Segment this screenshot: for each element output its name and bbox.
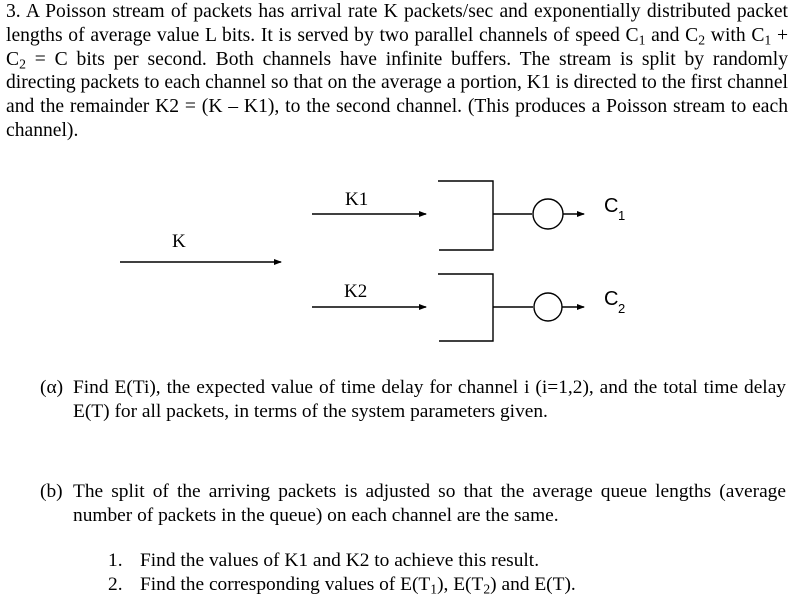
part-a-text: Find E(Ti), the expected value of time delay for channel i (i=1,2), and the total time delay E(T) for all packets, in terms of the system parameters given. — [73, 377, 786, 422]
problem-statement — [6, 0, 788, 143]
problem-intro-text: with C — [705, 24, 765, 46]
problem-intro-text: = C bits per second. Both channels have infinite buffers. The stream is split by randomly directing packets to each channel so that on the average a portion, K1 is directed to the first channel and the remainder K2 = (K – K1), to the second channel. (This produces a Poisson stream to each channel). — [6, 48, 788, 141]
problem-intro-text: + C — [6, 24, 789, 70]
part-a — [40, 376, 788, 426]
queue-split-diagram — [0, 160, 798, 370]
subscript: 1 — [764, 32, 772, 48]
branch-label-k2: K2 — [344, 281, 368, 302]
list-item-number: 1. — [108, 550, 123, 571]
list-item-text: ) and E(T). — [490, 574, 576, 595]
input-rate-label: K — [172, 231, 186, 252]
server-1-label: C — [604, 195, 619, 217]
subscript: 2 — [483, 581, 491, 597]
branch-label-k1: K1 — [345, 189, 369, 210]
problem-intro-text: A Poisson stream of packets has arrival rate K packets/sec and exponentially distributed packet lengths of average value L bits. It is served by two parallel channels of speed C — [6, 1, 788, 46]
server-1-subscript: 1 — [618, 208, 626, 223]
list-item-text: Find the corresponding values of E(T — [140, 574, 431, 595]
part-a-marker: (α) — [40, 377, 64, 398]
list-item — [108, 549, 539, 573]
server-1-circle — [533, 199, 563, 229]
subscript: 1 — [430, 581, 438, 597]
subscript: 2 — [698, 32, 706, 48]
part-b-text: The split of the arriving packets is adjusted so that the average queue lengths (average number of packets in the queue) on each channel are the same. — [73, 481, 786, 526]
subscript: 2 — [19, 56, 26, 72]
list-item-text: ), E(T — [437, 574, 484, 595]
problem-number: 3. — [6, 1, 21, 22]
list-item — [108, 573, 576, 597]
queue-buffer-1 — [438, 181, 493, 250]
problem-intro-text: and C — [645, 24, 699, 46]
part-b — [40, 480, 788, 530]
part-b-marker: (b) — [40, 481, 63, 502]
list-item-number: 2. — [108, 574, 123, 595]
server-2-circle — [534, 293, 562, 321]
server-2-label: C — [604, 288, 619, 310]
server-2-subscript: 2 — [618, 301, 626, 316]
queue-buffer-2 — [438, 274, 493, 341]
subscript: 1 — [638, 32, 646, 48]
list-item-text: Find the values of K1 and K2 to achieve this result. — [140, 550, 540, 571]
